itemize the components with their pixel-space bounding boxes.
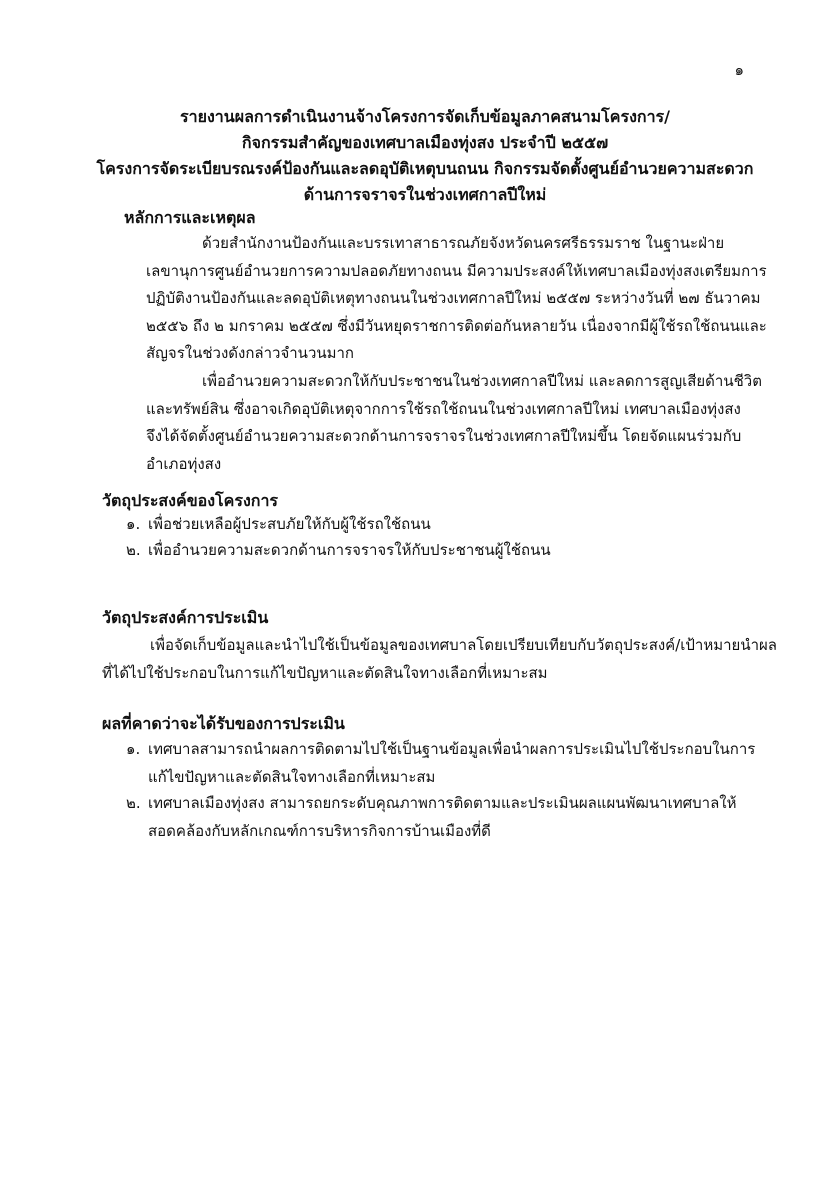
title-line: กิจกรรมสำคัญของเทศบาลเมืองทุ่งสง ประจำปี ๒๕๕๗ <box>241 133 609 152</box>
text-line: ปฏิบัติงานป้องกันและลดอุบัติเหตุทางถนนในช่วงเทศกาลปีใหม่ ๒๕๕๗ ระหว่างวันที่ ๒๗ ธันวาคม <box>146 289 761 307</box>
list-number: ๑. <box>126 515 141 533</box>
title-line: ด้านการจราจรในช่วงเทศกาลปีใหม่ <box>303 185 547 204</box>
text-line: สัญจรในช่วงดังกล่าวจำนวนมาก <box>146 344 355 362</box>
text-line: และทรัพย์สิน ซึ่งอาจเกิดอุบัติเหตุจากการใช้รถใช้ถนนในช่วงเทศกาลปีใหม่ เทศบาลเมืองทุ่งสง <box>146 399 741 418</box>
list-number: ๑. <box>126 740 141 758</box>
principles-paragraph-1 <box>146 230 767 368</box>
list-item-text: เทศบาลสามารถนำผลการติดตามไปใช้เป็นฐานข้อมูลเพื่อนำผลการประเมินไปใช้ประกอบในการ <box>148 740 756 758</box>
list-item-text: แก้ไขปัญหาและตัดสินใจทางเลือกที่เหมาะสม <box>148 767 436 786</box>
text-line: เพื่ออำนวยความสะดวกให้กับประชาชนในช่วงเทศกาลปีใหม่ และลดการสูญเสียด้านชีวิต <box>202 372 762 390</box>
text-line: เพื่อจัดเก็บข้อมูลและนำไปใช้เป็นข้อมูลของเทศบาลโดยเปรียบเทียบกับวัตถุประสงค์/เป้าหมายนำผล <box>150 636 777 654</box>
list-item-text: สอดคล้องกับหลักเกณฑ์การบริหารกิจการบ้านเมืองที่ดี <box>148 821 491 840</box>
report-title <box>90 104 760 208</box>
page-number: ๑ <box>734 61 744 79</box>
list-number: ๒. <box>126 541 141 559</box>
text-line: ด้วยสำนักงานป้องกันและบรรเทาสาธารณภัยจังหวัดนครศรีธรรมราช ในฐานะฝ่าย <box>202 234 725 252</box>
list-item-text: เพื่อช่วยเหลือผู้ประสบภัยให้กับผู้ใช้รถใช้ถนน <box>148 515 431 533</box>
title-line: โครงการจัดระเบียบรณรงค์ป้องกันและลดอุบัติเหตุบนถนน กิจกรรมจัดตั้งศูนย์อำนวยความสะดวก <box>96 159 754 178</box>
principles-heading: หลักการและเหตุผล <box>124 208 256 227</box>
principles-paragraph-2 <box>146 368 762 478</box>
list-item-text: เทศบาลเมืองทุ่งสง สามารถยกระดับคุณภาพการติดตามและประเมินผลแผนพัฒนาเทศบาลให้ <box>148 794 737 812</box>
title-line: รายงานผลการดำเนินงานจ้างโครงการจัดเก็บข้อมูลภาคสนามโครงการ/ <box>180 107 670 126</box>
text-line: อำเภอทุ่งสง <box>146 454 222 473</box>
text-line: เลขานุการศูนย์อำนวยการความปลอดภัยทางถนน มีความประสงค์ให้เทศบาลเมืองทุ่งสงเตรียมการ <box>146 261 767 280</box>
expected-results-heading: ผลที่คาดว่าจะได้รับของการประเมิน <box>102 714 345 733</box>
text-line: ที่ได้ไปใช้ประกอบในการแก้ไขปัญหาและตัดสินใจทางเลือกที่เหมาะสม <box>102 663 548 682</box>
text-line: ๒๕๕๖ ถึง ๒ มกราคม ๒๕๕๗ ซึ่งมีวันหยุดราชการติดต่อกันหลายวัน เนื่องจากมีผู้ใช้รถใช้ถนนและ <box>146 316 767 335</box>
text-line: จึงได้จัดตั้งศูนย์อำนวยความสะดวกด้านการจราจรในช่วงเทศกาลปีใหม่ขึ้น โดยจัดแผนร่วมกับ <box>146 427 742 445</box>
evaluation-objectives-heading: วัตถุประสงค์การประเมิน <box>102 608 269 627</box>
evaluation-objectives-paragraph <box>102 632 777 687</box>
objectives-heading: วัตถุประสงค์ของโครงการ <box>102 491 279 510</box>
list-number: ๒. <box>126 794 141 812</box>
list-item-text: เพื่ออำนวยความสะดวกด้านการจราจรให้กับประชาชนผู้ใช้ถนน <box>148 541 551 559</box>
